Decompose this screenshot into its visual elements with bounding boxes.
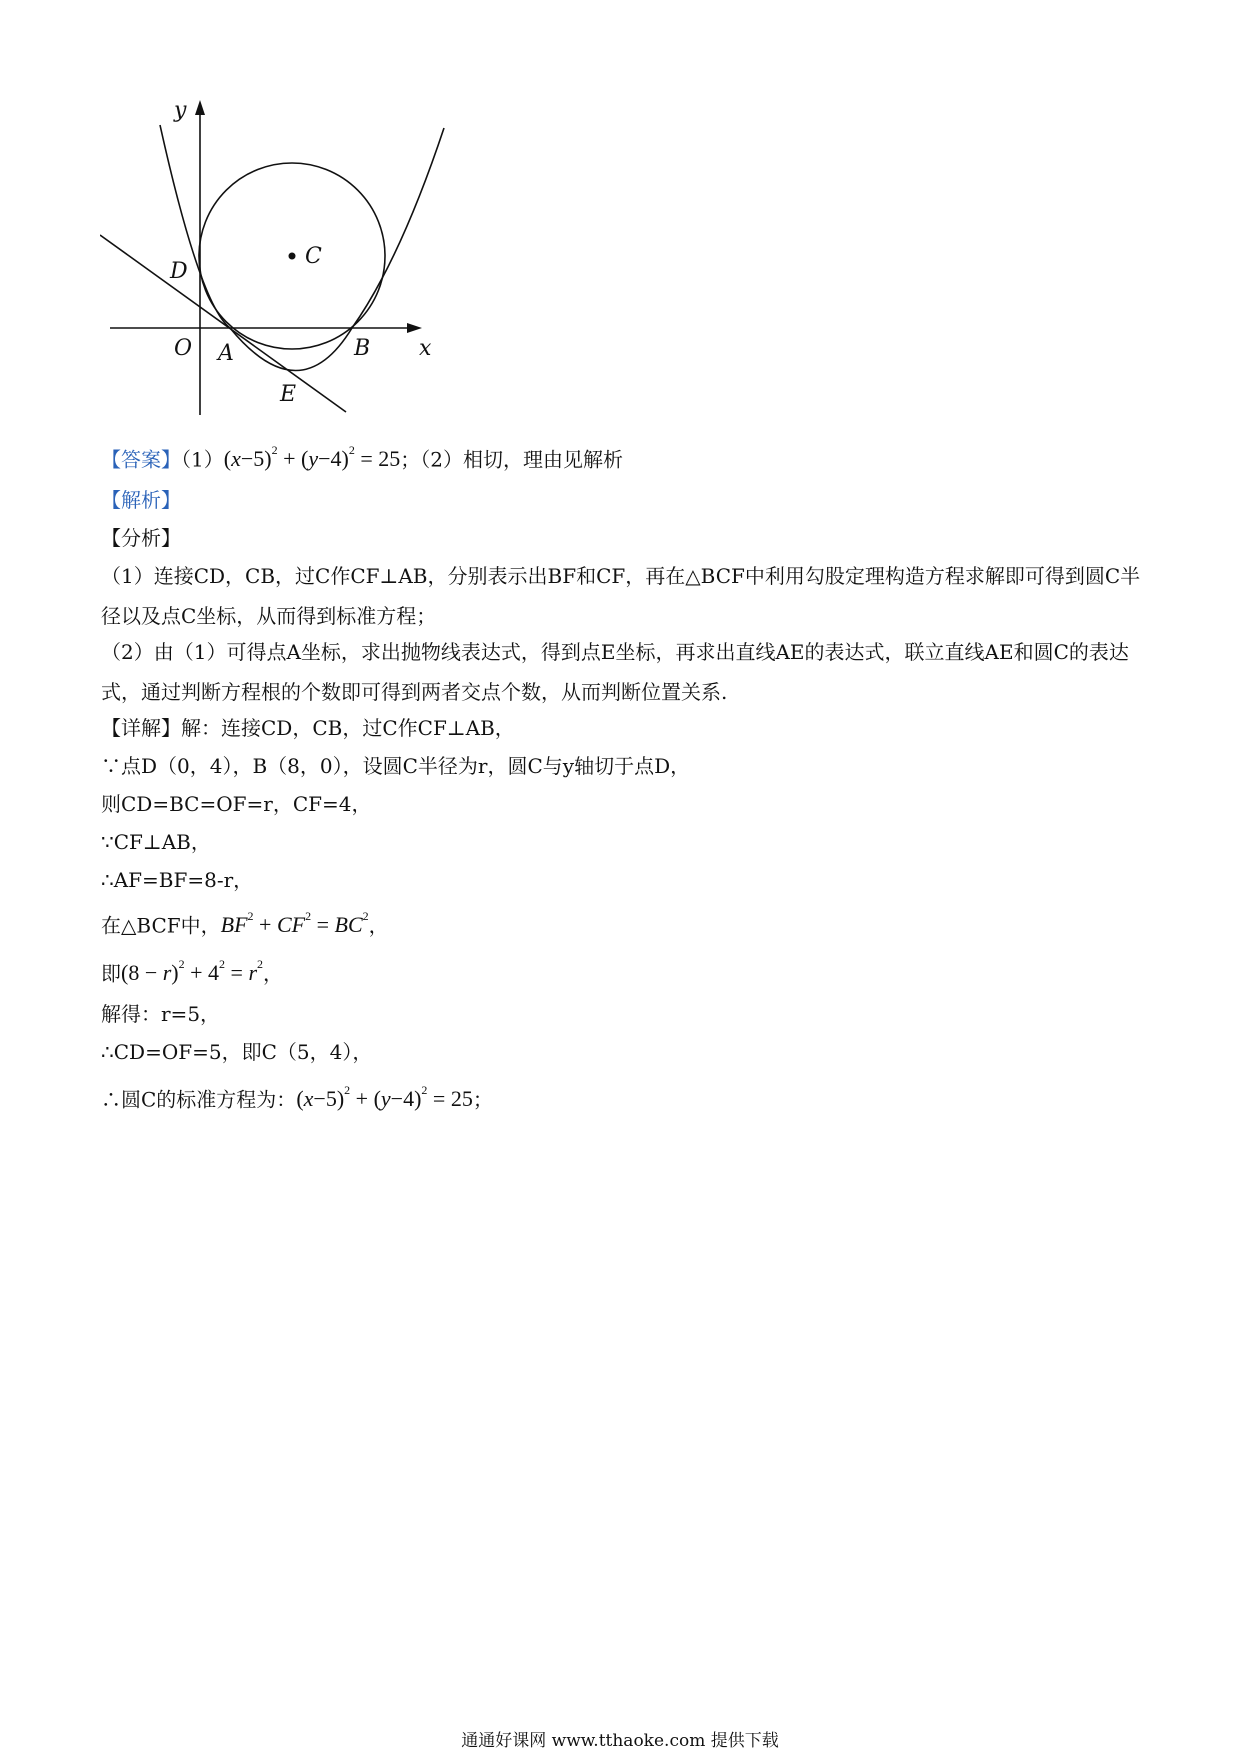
label-x: x — [419, 336, 432, 361]
y-axis-arrow — [195, 100, 205, 115]
answer-line — [101, 440, 623, 473]
answer-rest: ；（2）相切，理由见解析 — [400, 447, 623, 472]
radius-equation: $(8 - r)^2 + 4^2 = r^2$ — [121, 957, 264, 986]
detail-line-2: ∵点D（0，4），B（8，0），设圆C半径为r，圆C与y轴切于点D， — [101, 754, 691, 778]
x-axis-arrow — [407, 323, 422, 333]
label-d: D — [170, 259, 188, 284]
detail-line-3: 则CD=BC=OF=r，CF=4， — [101, 792, 372, 816]
label-o: O — [174, 336, 193, 361]
detail-line-1: 【详解】解：连接CD，CB，过C作CF⊥AB， — [101, 716, 515, 740]
fenxi-tag: 【分析】 — [101, 526, 181, 550]
pythagorean-equation: $BF^2 + CF^2 = BC^2$ — [220, 909, 369, 938]
fenxi-paragraph-2: （2）由（1）可得点A坐标，求出抛物线表达式，得到点E坐标，再求出直线AE的表达式，联立直线AE和圆C的表达式，通过判断方程根的个数即可得到两者交点个数，从而判断位置关系. — [101, 640, 1129, 704]
footer-source: 通通好课网 www.tthaoke.com 提供下载 — [461, 1731, 779, 1751]
analysis-tag: 【解析】 — [101, 488, 181, 512]
final-equation: $(x-5)^2 + (y-4)^2 = 25$ — [296, 1083, 473, 1112]
detail-line-4: ∵CF⊥AB， — [101, 830, 211, 854]
label-e: E — [280, 382, 297, 407]
detail-tag: 【详解】 — [101, 716, 181, 740]
detail-line-8: 解得：r=5， — [101, 1002, 221, 1026]
detail-line-5: ∴AF=BF=8-r， — [101, 868, 254, 892]
detail-line-10: ∴圆C的标准方程为：$(x-5)^2 + (y-4)^2 = 25$； — [101, 1083, 493, 1112]
label-b: B — [354, 336, 371, 361]
label-y: y — [174, 98, 187, 123]
answer-part1-label: （1） — [181, 447, 224, 472]
center-c-dot — [289, 253, 296, 260]
fenxi-paragraph-1: （1）连接CD，CB，过C作CF⊥AB，分别表示出BF和CF，再在△BCF中利用勾股定理构造方程求解即可得到圆C半径以及点C坐标，从而得到标准方程； — [101, 564, 1141, 628]
parabola — [160, 125, 444, 371]
label-c: C — [305, 244, 322, 269]
detail-line-7: 即$(8 - r)^2 + 4^2 = r^2$， — [101, 957, 284, 986]
label-a: A — [218, 341, 234, 366]
geometry-figure — [100, 95, 460, 425]
answer-tag: 【答案】 — [101, 447, 181, 472]
detail-line-9: ∴CD=OF=5，即C（5，4）， — [101, 1040, 373, 1064]
detail-line-6: 在△BCF中，$BF^2 + CF^2 = BC^2$， — [101, 909, 389, 938]
answer-equation: $(x-5)^2 + (y-4)^2 = 25$ — [223, 443, 401, 472]
